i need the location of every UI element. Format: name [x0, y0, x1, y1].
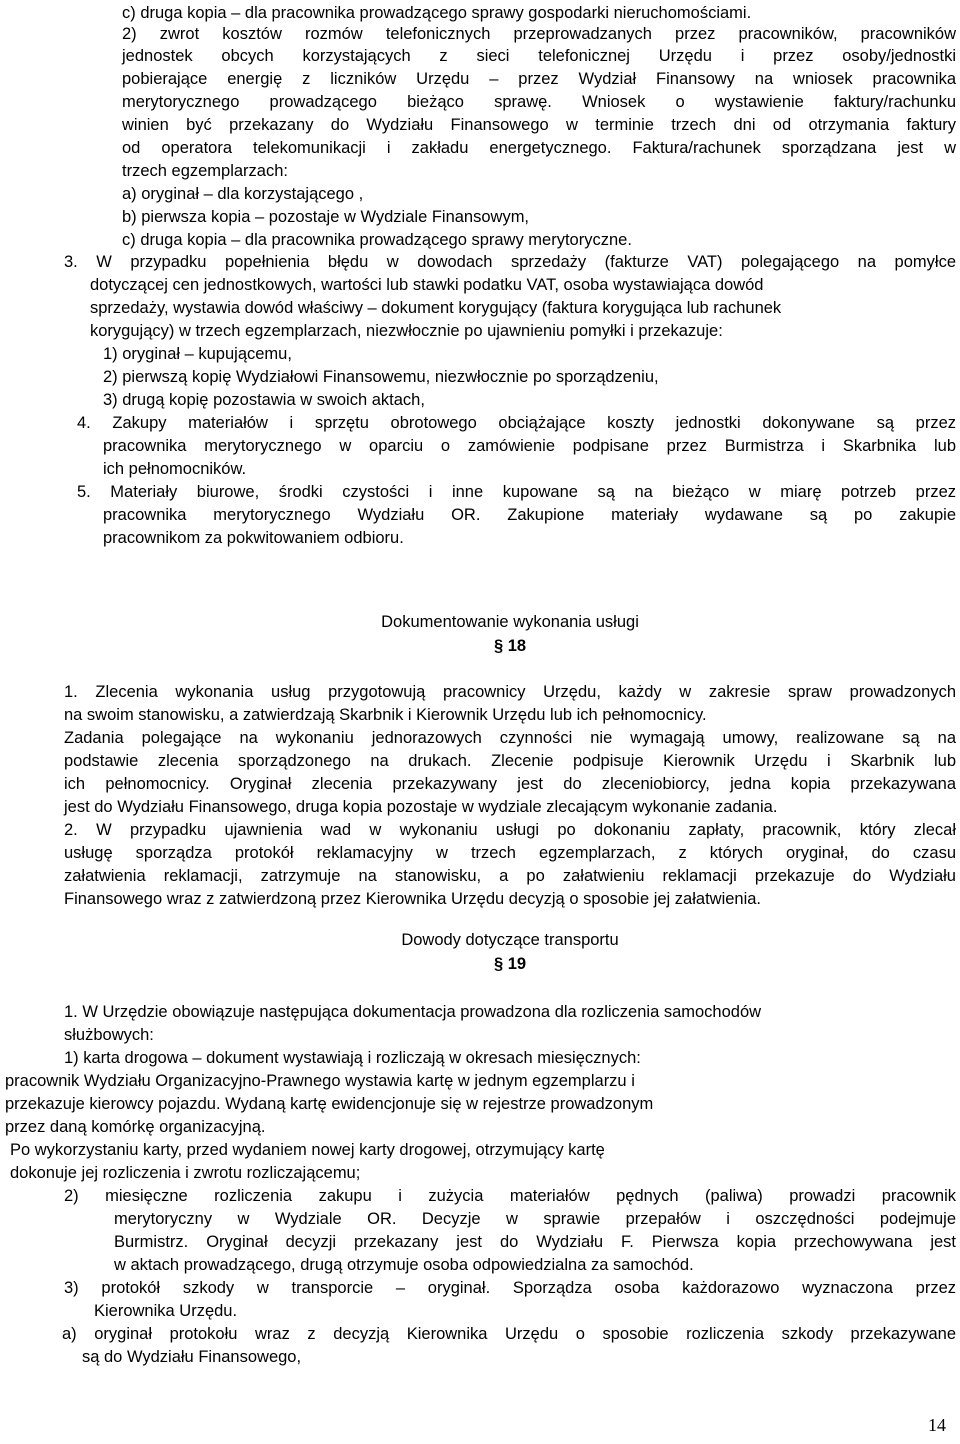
text-line: służbowych:: [64, 1026, 154, 1044]
text-line: 5. Materiały biurowe, środki czystości i inne kupowane są na bieżąco w miarę potrzeb przez: [77, 483, 956, 501]
text-line: jednostek obcych korzystających z sieci telefonicznej Urzędu i przez osoby/jednostki: [122, 47, 956, 65]
section-number: § 18: [493, 637, 527, 655]
section-number: § 19: [493, 955, 527, 973]
text-line: 1. W Urzędzie obowiązuje następująca dokumentacja prowadzona dla rozliczenia samochodów: [64, 1003, 762, 1021]
text-line: merytoryczny w Wydziale OR. Decyzje w sprawie przepałów i oszczędności podejmuje: [114, 1210, 956, 1228]
text-line: podstawie zlecenia sporządzonego na drukach. Zlecenie podpisuje Kierownik Urzędu i Skarbnik lub: [64, 752, 956, 770]
text-line: usługę sporządza protokół reklamacyjny w trzech egzemplarzach, z których oryginał, do czasu: [64, 844, 956, 862]
text-line: jest do Wydziału Finansowego, druga kopia pozostaje w wydziale zlecającym wykonanie zadania.: [64, 798, 778, 816]
text-line: ich pełnomocnicy. Oryginał zlecenia przekazywany jest do zleceniobiorcy, jedna kopia przekazywana: [64, 775, 956, 793]
text-line: 1) oryginał – kupującemu,: [103, 345, 292, 363]
text-line: 1) karta drogowa – dokument wystawiają i rozliczają w okresach miesięcznych:: [64, 1049, 641, 1067]
text-line: w aktach prowadzącego, drugą otrzymuje osoba odpowiedzialna za samochód.: [114, 1256, 694, 1274]
text-line: przekazuje kierowcy pojazdu. Wydaną kartę ewidencjonuje się w rejestrze prowadzonym: [5, 1095, 654, 1113]
text-line: 3) drugą kopię pozostawia w swoich aktach,: [103, 391, 425, 409]
text-line: przez daną komórkę organizacyjną.: [5, 1118, 266, 1136]
text-line: pracownika merytorycznego Wydziału OR. Zakupione materiały wydawane są po zakupie: [103, 506, 956, 524]
text-line: dotyczącej cen jednostkowych, wartości lub stawki podatku VAT, osoba wystawiająca dowód: [90, 276, 764, 294]
text-line: a) oryginał – dla korzystającego ,: [122, 185, 364, 203]
text-line: 2) miesięczne rozliczenia zakupu i zużycia materiałów pędnych (paliwa) prowadzi pracownik: [64, 1187, 956, 1205]
text-line: są do Wydziału Finansowego,: [82, 1348, 302, 1366]
text-line: pracownikom za pokwitowaniem odbioru.: [103, 529, 404, 547]
text-line: pobierające energię z liczników Urzędu – przez Wydział Finansowy na wniosek pracownika: [122, 70, 956, 88]
text-line: ich pełnomocników.: [103, 460, 247, 478]
text-line: Finansowego wraz z zatwierdzoną przez Kierownika Urzędu decyzją o sposobie jej załatwienia.: [64, 890, 762, 908]
section-title: Dokumentowanie wykonania usługi: [381, 613, 639, 631]
section-title: Dowody dotyczące transportu: [401, 931, 619, 949]
text-line: dokonuje jej rozliczenia i zwrotu rozliczającemu;: [10, 1164, 361, 1182]
text-line: c) druga kopia – dla pracownika prowadzącego sprawy merytoryczne.: [122, 231, 632, 249]
text-line: a) oryginał protokołu wraz z decyzją Kierownika Urzędu o sposobie rozliczenia szkody przekazywane: [62, 1325, 956, 1343]
text-line: 4. Zakupy materiałów i sprzętu obrotowego obciążające koszty jednostki dokonywane są przez: [77, 414, 956, 432]
text-line: korygujący) w trzech egzemplarzach, niezwłocznie po ujawnieniu pomyłki i przekazuje:: [90, 322, 723, 340]
text-line: 2) pierwszą kopię Wydziałowi Finansowemu, niezwłocznie po sporządzeniu,: [103, 368, 659, 386]
text-line: Burmistrz. Oryginał decyzji przekazany jest do Wydziału F. Pierwsza kopia przechowywana jest: [114, 1233, 956, 1251]
text-line: trzech egzemplarzach:: [122, 162, 288, 180]
text-line: Kierownika Urzędu.: [94, 1302, 238, 1320]
text-line: c) druga kopia – dla pracownika prowadzącego sprawy gospodarki nieruchomościami.: [122, 4, 752, 22]
text-line: b) pierwsza kopia – pozostaje w Wydziale Finansowym,: [122, 208, 530, 226]
text-line: Zadania polegające na wykonaniu jednorazowych czynności nie wymagają umowy, realizowane są na: [64, 729, 956, 747]
text-line: 2. W przypadku ujawnienia wad w wykonaniu usługi po dokonaniu zapłaty, pracownik, który zlecał: [64, 821, 956, 839]
text-line: od operatora telekomunikacji i zakładu energetycznego. Faktura/rachunek sporządzana jest w: [122, 139, 956, 157]
text-line: na swoim stanowisku, a zatwierdzają Skarbnik i Kierownik Urzędu lub ich pełnomocnicy.: [64, 706, 707, 724]
page-number: 14: [928, 1415, 946, 1435]
text-line: 2) zwrot kosztów rozmów telefonicznych przeprowadzanych przez pracowników, pracowników: [122, 25, 956, 43]
text-line: pracownik Wydziału Organizacyjno-Prawnego wystawia kartę w jednym egzemplarzu i: [5, 1072, 635, 1090]
text-line: załatwienia reklamacji, zatrzymuje na stanowisku, a po załatwieniu reklamacji przekazuje do Wydziału: [64, 867, 956, 885]
text-line: Po wykorzystaniu karty, przed wydaniem nowej karty drogowej, otrzymujący kartę: [10, 1141, 605, 1159]
text-line: sprzedaży, wystawia dowód właściwy – dokument korygujący (faktura korygująca lub rachunek: [90, 299, 782, 317]
text-line: 3. W przypadku popełnienia błędu w dowodach sprzedaży (fakturze VAT) polegającego na pomyłce: [64, 253, 956, 271]
text-line: 3) protokół szkody w transporcie – oryginał. Sporządza osoba każdorazowo wyznaczona przez: [64, 1279, 956, 1297]
text-line: merytorycznego prowadzącego bieżąco sprawę. Wniosek o wystawienie faktury/rachunku: [122, 93, 956, 111]
text-line: 1. Zlecenia wykonania usług przygotowują pracownicy Urzędu, każdy w zakresie spraw prowadzonych: [64, 683, 956, 701]
text-line: pracownika merytorycznego w oparciu o zamówienie podpisane przez Burmistrza i Skarbnika lub: [103, 437, 956, 455]
text-line: winien być przekazany do Wydziału Finansowego w terminie trzech dni od otrzymania faktury: [122, 116, 956, 134]
